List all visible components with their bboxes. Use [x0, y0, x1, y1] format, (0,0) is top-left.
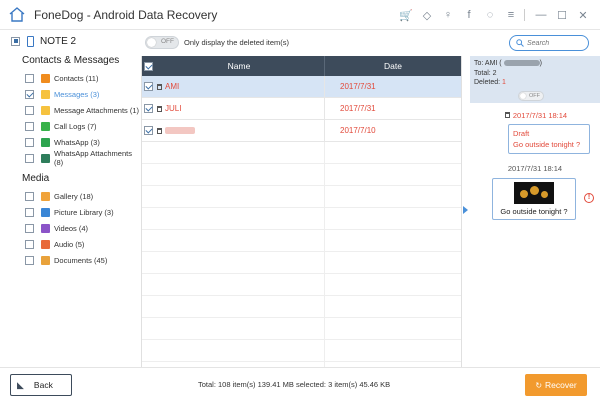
- sidebar-item-label: Audio (5): [54, 239, 85, 249]
- empty-row: [142, 318, 461, 340]
- app-title: FoneDog - Android Data Recovery: [34, 7, 218, 22]
- category-checkbox[interactable]: [25, 240, 34, 249]
- name-cell: [154, 82, 324, 91]
- trash-icon: [157, 106, 162, 112]
- trash-icon: [157, 128, 162, 134]
- messages-icon: [41, 90, 50, 99]
- date-cell: 2017/7/10: [324, 120, 461, 142]
- category-checkbox[interactable]: [25, 154, 34, 163]
- deleted-count: 1: [502, 79, 506, 86]
- sidebar-item-label: Videos (4): [54, 223, 89, 233]
- maximize-icon[interactable]: ☐: [557, 9, 567, 22]
- documents-icon: [41, 256, 50, 265]
- message-table: [141, 56, 462, 367]
- facebook-icon[interactable]: f: [467, 9, 471, 21]
- select-all-cell: [142, 56, 154, 76]
- message-attachments-icon: [41, 106, 50, 115]
- sidebar-item-label: Messages (3): [54, 89, 100, 99]
- toggle-state: OFF: [529, 93, 540, 99]
- wifi-icon[interactable]: ◇: [422, 9, 432, 22]
- contact-name: AMI: [165, 82, 180, 91]
- filter-bar: [141, 30, 600, 54]
- sidebar-section-title: Media: [22, 173, 50, 184]
- phone-icon: [27, 36, 34, 47]
- empty-row: [142, 142, 461, 164]
- message-photo[interactable]: [514, 182, 554, 204]
- preview-panel: [470, 56, 600, 367]
- table-row[interactable]: [142, 98, 461, 120]
- category-checkbox[interactable]: [25, 224, 34, 233]
- sidebar-item-label: WhatsApp Attachments (8): [54, 149, 132, 167]
- empty-row: [142, 296, 461, 318]
- whatsapp-icon: [41, 138, 50, 147]
- sidebar-item[interactable]: [0, 204, 141, 220]
- videos-icon: [41, 224, 50, 233]
- cart-icon[interactable]: 🛒: [399, 9, 413, 22]
- home-icon[interactable]: [6, 4, 28, 26]
- trash-icon: [505, 112, 510, 118]
- table-header: [142, 56, 461, 76]
- category-checkbox[interactable]: [25, 256, 34, 265]
- category-checkbox[interactable]: [25, 106, 34, 115]
- warning-icon: !: [584, 193, 594, 203]
- total-count: Total: 2: [474, 69, 497, 77]
- back-arrow-icon: ◣: [17, 379, 24, 390]
- message-line: Go outside tonight ?: [513, 140, 581, 149]
- call-logs-icon: [41, 122, 50, 131]
- window-controls: [394, 6, 592, 24]
- column-header-name[interactable]: Name: [227, 61, 251, 71]
- audio-icon: [41, 240, 50, 249]
- message-bubble-received: [492, 178, 576, 220]
- category-checkbox[interactable]: [25, 208, 34, 217]
- category-groups: [0, 52, 141, 268]
- sidebar-item-label: Contacts (11): [54, 73, 99, 83]
- category-checkbox[interactable]: [25, 74, 34, 83]
- name-cell: [154, 104, 324, 113]
- empty-row: [142, 340, 461, 362]
- divider: [524, 9, 525, 21]
- contacts-icon: [41, 74, 50, 83]
- collapse-panel-arrow-icon[interactable]: [463, 206, 468, 214]
- preview-deleted-toggle[interactable]: [518, 91, 544, 101]
- row-checkbox[interactable]: [144, 104, 153, 113]
- footer-bar: [0, 367, 600, 402]
- deleted-only-toggle[interactable]: [145, 36, 179, 49]
- select-all-checkbox[interactable]: [144, 62, 153, 71]
- back-button[interactable]: [10, 374, 72, 396]
- key-icon[interactable]: ♀: [443, 9, 453, 21]
- search-input[interactable]: [527, 40, 582, 47]
- sidebar-item-label: Call Logs (7): [54, 121, 97, 131]
- sidebar-item[interactable]: [0, 86, 141, 102]
- sidebar-item-label: WhatsApp (3): [54, 137, 100, 147]
- toggle-state: OFF: [161, 37, 174, 45]
- deleted-only-label: Only display the deleted item(s): [184, 37, 290, 47]
- message-line: Draft: [513, 129, 530, 138]
- sidebar-item-label: Gallery (18): [54, 191, 94, 201]
- minimize-icon[interactable]: —: [535, 9, 547, 21]
- sidebar-item[interactable]: [0, 134, 141, 150]
- selection-stats: Total: 108 item(s) 139.41 MB selected: 3 item(s) 45.46 KB: [198, 380, 391, 389]
- sidebar-item-label: Documents (45): [54, 255, 108, 265]
- sidebar-item[interactable]: [0, 150, 141, 166]
- device-row[interactable]: [0, 30, 141, 52]
- redacted-name: [165, 127, 195, 134]
- table-row[interactable]: [142, 120, 461, 142]
- row-checkbox-cell: [142, 104, 154, 113]
- sidebar-item[interactable]: [0, 118, 141, 134]
- row-checkbox[interactable]: [144, 82, 153, 91]
- sidebar: [0, 30, 141, 367]
- title-bar: [0, 0, 600, 30]
- sidebar-section-title: Contacts & Messages: [22, 55, 120, 66]
- recipient-suffix: ): [539, 60, 542, 67]
- redacted-number: [504, 60, 540, 66]
- empty-row: [142, 230, 461, 252]
- empty-row: [142, 186, 461, 208]
- recipient-row: [474, 59, 596, 69]
- date-cell: 2017/7/31: [324, 76, 461, 98]
- empty-row: [142, 164, 461, 186]
- sidebar-item-label: Picture Library (3): [54, 207, 114, 217]
- sidebar-item[interactable]: [0, 236, 141, 252]
- empty-row: [142, 208, 461, 230]
- empty-row: [142, 274, 461, 296]
- conversation-info: [470, 56, 600, 103]
- recover-icon: ↻: [535, 380, 543, 390]
- sidebar-item-label: Message Attachments (1): [54, 105, 140, 115]
- menu-icon[interactable]: ≡: [507, 9, 515, 21]
- date-cell: 2017/7/31: [324, 98, 461, 120]
- table-body: [142, 76, 461, 384]
- device-name: NOTE 2: [40, 35, 77, 47]
- sidebar-item[interactable]: [0, 220, 141, 236]
- device-checkbox[interactable]: [11, 37, 20, 46]
- sidebar-item[interactable]: [0, 188, 141, 204]
- sidebar-item[interactable]: [0, 102, 141, 118]
- toggle-knob: [147, 38, 156, 47]
- picture-library-icon: [41, 208, 50, 217]
- row-checkbox-cell: [142, 82, 154, 91]
- search-box[interactable]: [509, 35, 589, 51]
- back-label: Back: [33, 380, 53, 390]
- row-checkbox-cell: [142, 126, 154, 135]
- sidebar-item[interactable]: [0, 70, 141, 86]
- category-checkbox[interactable]: [25, 122, 34, 131]
- chat-icon[interactable]: ◌: [486, 9, 494, 21]
- search-icon: [516, 39, 524, 47]
- message-bubble-sent: [508, 124, 590, 154]
- close-icon[interactable]: ✕: [578, 9, 588, 22]
- deleted-count-row: [474, 78, 596, 88]
- message-timestamp: 2017/7/31 18:14: [507, 164, 563, 173]
- table-row[interactable]: [142, 76, 461, 98]
- trash-icon: [157, 84, 162, 90]
- column-header-date[interactable]: Date: [324, 56, 461, 76]
- category-checkbox[interactable]: [25, 90, 34, 99]
- recover-label: Recover: [545, 380, 577, 390]
- timestamp-text: 2017/7/31 18:14: [512, 111, 568, 120]
- deleted-label: Deleted:: [474, 79, 503, 86]
- whatsapp-attachments-icon: [41, 154, 50, 163]
- sidebar-item[interactable]: [0, 252, 141, 268]
- message-text: Go outside tonight ?: [500, 207, 568, 216]
- row-checkbox[interactable]: [144, 126, 153, 135]
- empty-row: [142, 252, 461, 274]
- toggle-knob: [520, 93, 526, 99]
- category-checkbox[interactable]: [25, 138, 34, 147]
- message-timestamp-deleted: [470, 111, 600, 120]
- category-checkbox[interactable]: [25, 192, 34, 201]
- name-cell: [154, 127, 324, 134]
- recover-button[interactable]: [525, 374, 587, 396]
- gallery-icon: [41, 192, 50, 201]
- contact-name: JULI: [165, 104, 182, 113]
- recipient-label: To: AMI (: [474, 60, 502, 67]
